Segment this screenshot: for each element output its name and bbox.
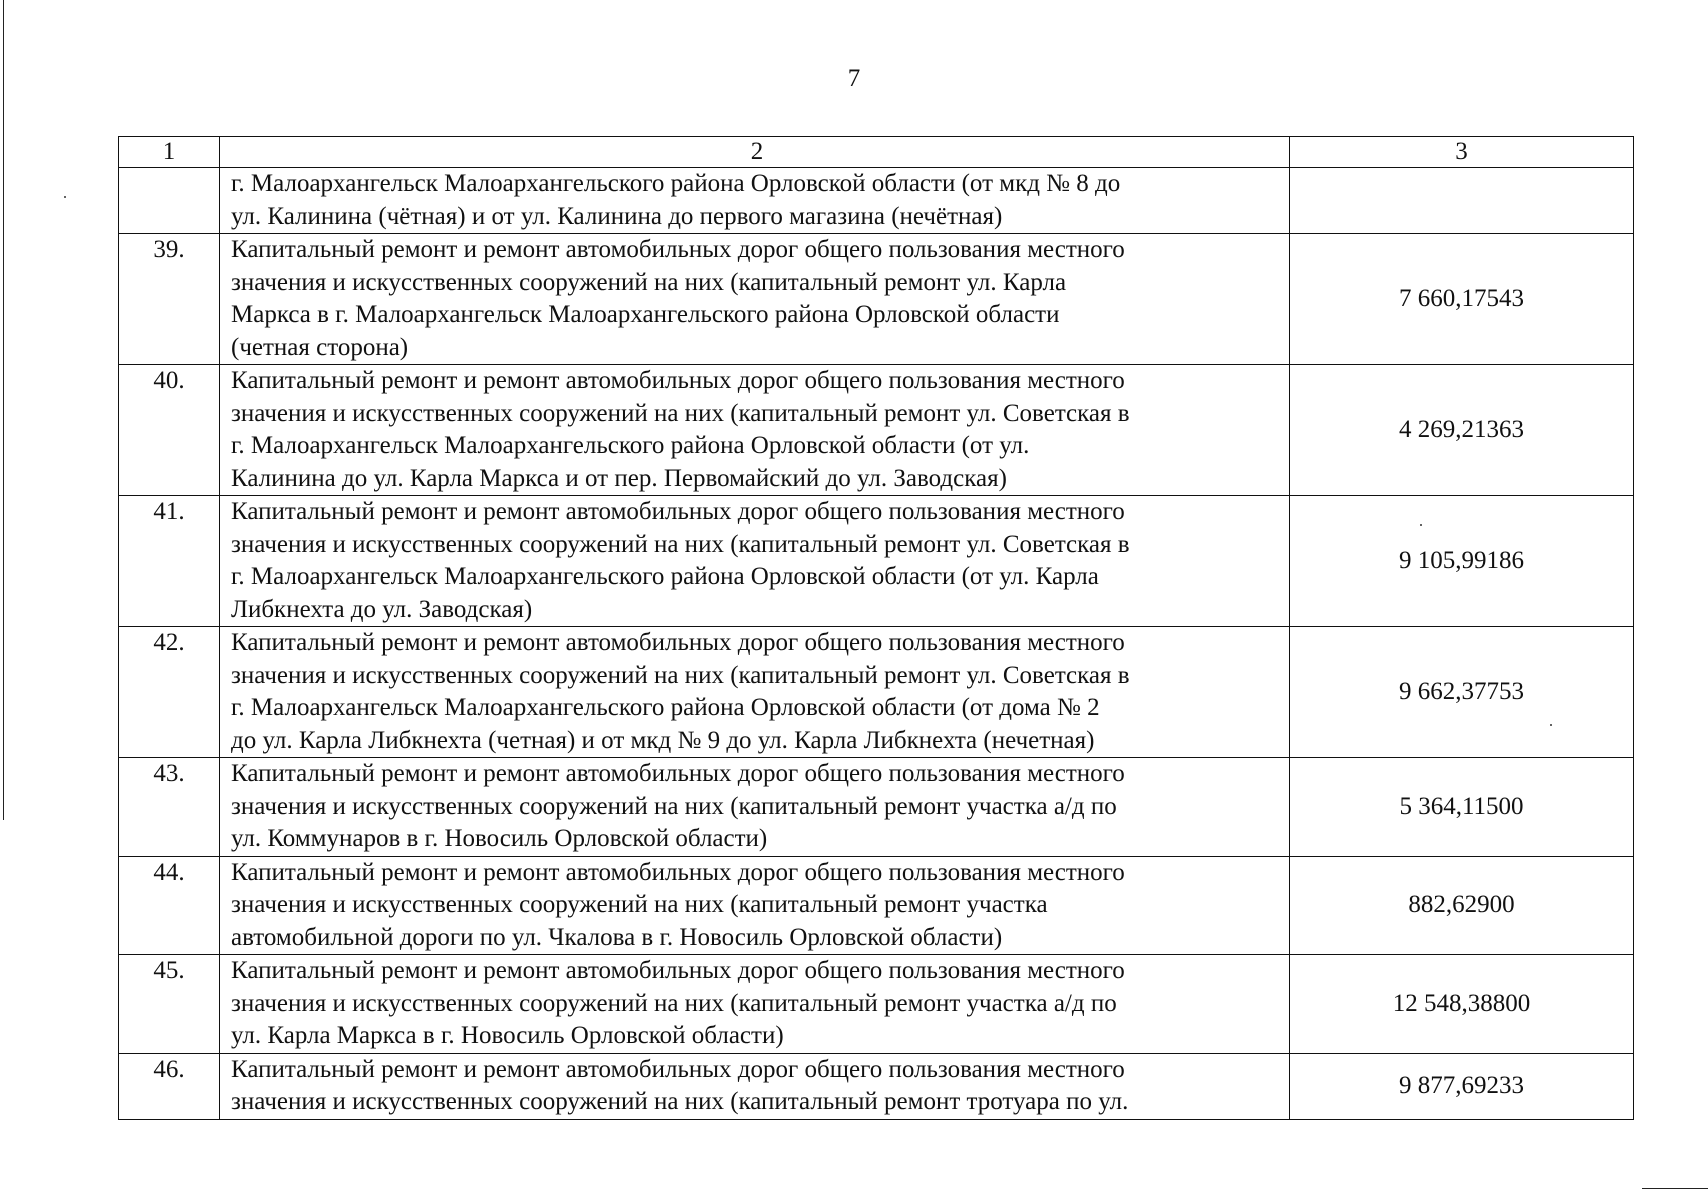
description-line: г. Малоархангельск Малоархангельского района Орловской области (от ул. — [231, 432, 1030, 459]
row-description — [220, 856, 1290, 955]
table-row — [119, 627, 1634, 758]
description-line: г. Малоархангельск Малоархангельского района Орловской области (от мкд № 8 до — [231, 170, 1121, 197]
description-line: Капитальный ремонт и ремонт автомобильных дорог общего пользования местного — [231, 858, 1125, 886]
table-header-row — [119, 137, 1634, 168]
description-line: значения и искусственных сооружений на них (капитальный ремонт ул. Карла — [231, 268, 1067, 296]
description-line: Калинина до ул. Карла Маркса и от пер. Первомайский до ул. Заводская) — [231, 464, 1007, 492]
row-description — [220, 758, 1290, 857]
page-number: 7 — [847, 65, 861, 92]
description-line: до ул. Карла Либкнехта (четная) и от мкд № 9 до ул. Карла Либкнехта (нечетная) — [231, 726, 1095, 754]
row-number: 46. — [119, 1053, 220, 1119]
scan-left-edge-rule — [3, 0, 4, 820]
table-body — [119, 137, 1634, 1120]
description-line: ул. Коммунаров в г. Новосиль Орловской области) — [231, 825, 768, 852]
description-line: значения и искусственных сооружений на них (капитальный ремонт ул. Советская в — [231, 399, 1130, 427]
row-number: 43. — [119, 758, 220, 857]
row-amount: 9 877,69233 — [1290, 1053, 1634, 1119]
row-amount: 7 660,17543 — [1290, 234, 1634, 365]
row-number: 42. — [119, 627, 220, 758]
row-description — [220, 955, 1290, 1054]
description-line: Капитальный ремонт и ремонт автомобильных дорог общего пользования местного — [231, 1055, 1125, 1083]
row-number: 39. — [119, 234, 220, 365]
description-line: Капитальный ремонт и ремонт автомобильных дорог общего пользования местного — [231, 957, 1125, 984]
row-amount: 9 662,37753 — [1290, 627, 1634, 758]
table-row — [119, 758, 1634, 857]
description-line: значения и искусственных сооружений на них (капитальный ремонт ул. Советская в — [231, 661, 1130, 689]
table-row — [119, 168, 1634, 234]
table-row — [119, 234, 1634, 365]
header-cell-2: 2 — [220, 137, 1290, 168]
row-description — [220, 1053, 1290, 1119]
description-line: Капитальный ремонт и ремонт автомобильных дорог общего пользования местного — [231, 367, 1125, 394]
description-line: Капитальный ремонт и ремонт автомобильных дорог общего пользования местного — [231, 498, 1125, 525]
description-line: значения и искусственных сооружений на них (капитальный ремонт участка а/д по — [231, 792, 1117, 820]
description-line: Либкнехта до ул. Заводская) — [231, 595, 533, 623]
scan-speck — [64, 196, 66, 198]
description-line: Капитальный ремонт и ремонт автомобильных дорог общего пользования местного — [231, 760, 1125, 787]
row-description — [220, 627, 1290, 758]
description-line: г. Малоархангельск Малоархангельского района Орловской области (от ул. Карла — [231, 563, 1099, 590]
table-row — [119, 1053, 1634, 1119]
table-row — [119, 955, 1634, 1054]
description-line: ул. Карла Маркса в г. Новосиль Орловской области) — [231, 1022, 784, 1049]
header-cell-1: 1 — [119, 137, 220, 168]
row-amount — [1290, 168, 1634, 234]
description-line: значения и искусственных сооружений на них (капитальный ремонт тротуара по ул. — [231, 1088, 1129, 1115]
description-line: Капитальный ремонт и ремонт автомобильных дорог общего пользования местного — [231, 629, 1125, 656]
description-line: значения и искусственных сооружений на них (капитальный ремонт участка — [231, 891, 1048, 918]
row-description — [220, 365, 1290, 496]
row-description — [220, 496, 1290, 627]
row-number: 40. — [119, 365, 220, 496]
description-line: Маркса в г. Малоархангельск Малоархангельского района Орловской области — [231, 301, 1060, 328]
description-line: значения и искусственных сооружений на них (капитальный ремонт ул. Советская в — [231, 530, 1130, 558]
description-line: Капитальный ремонт и ремонт автомобильных дорог общего пользования местного — [231, 236, 1125, 263]
row-number: 44. — [119, 856, 220, 955]
table-row — [119, 496, 1634, 627]
description-line: автомобильной дороги по ул. Чкалова в г. Новосиль Орловской области) — [231, 923, 1003, 951]
description-line: (четная сторона) — [231, 333, 409, 361]
row-amount: 9 105,99186 — [1290, 496, 1634, 627]
table-row — [119, 856, 1634, 955]
row-amount: 12 548,38800 — [1290, 955, 1634, 1054]
header-cell-3: 3 — [1290, 137, 1634, 168]
table-row — [119, 365, 1634, 496]
description-line: значения и искусственных сооружений на них (капитальный ремонт участка а/д по — [231, 989, 1117, 1017]
row-amount: 5 364,11500 — [1290, 758, 1634, 857]
row-amount: 4 269,21363 — [1290, 365, 1634, 496]
description-line: г. Малоархангельск Малоархангельского района Орловской области (от дома № 2 — [231, 694, 1100, 721]
row-description — [220, 168, 1290, 234]
row-amount: 882,62900 — [1290, 856, 1634, 955]
row-number: 41. — [119, 496, 220, 627]
row-number — [119, 168, 220, 234]
row-description — [220, 234, 1290, 365]
budget-table — [118, 136, 1634, 1120]
description-line: ул. Калинина (чётная) и от ул. Калинина до первого магазина (нечётная) — [231, 202, 1003, 230]
row-number: 45. — [119, 955, 220, 1054]
scan-bottom-edge-rule — [1642, 1188, 1708, 1189]
